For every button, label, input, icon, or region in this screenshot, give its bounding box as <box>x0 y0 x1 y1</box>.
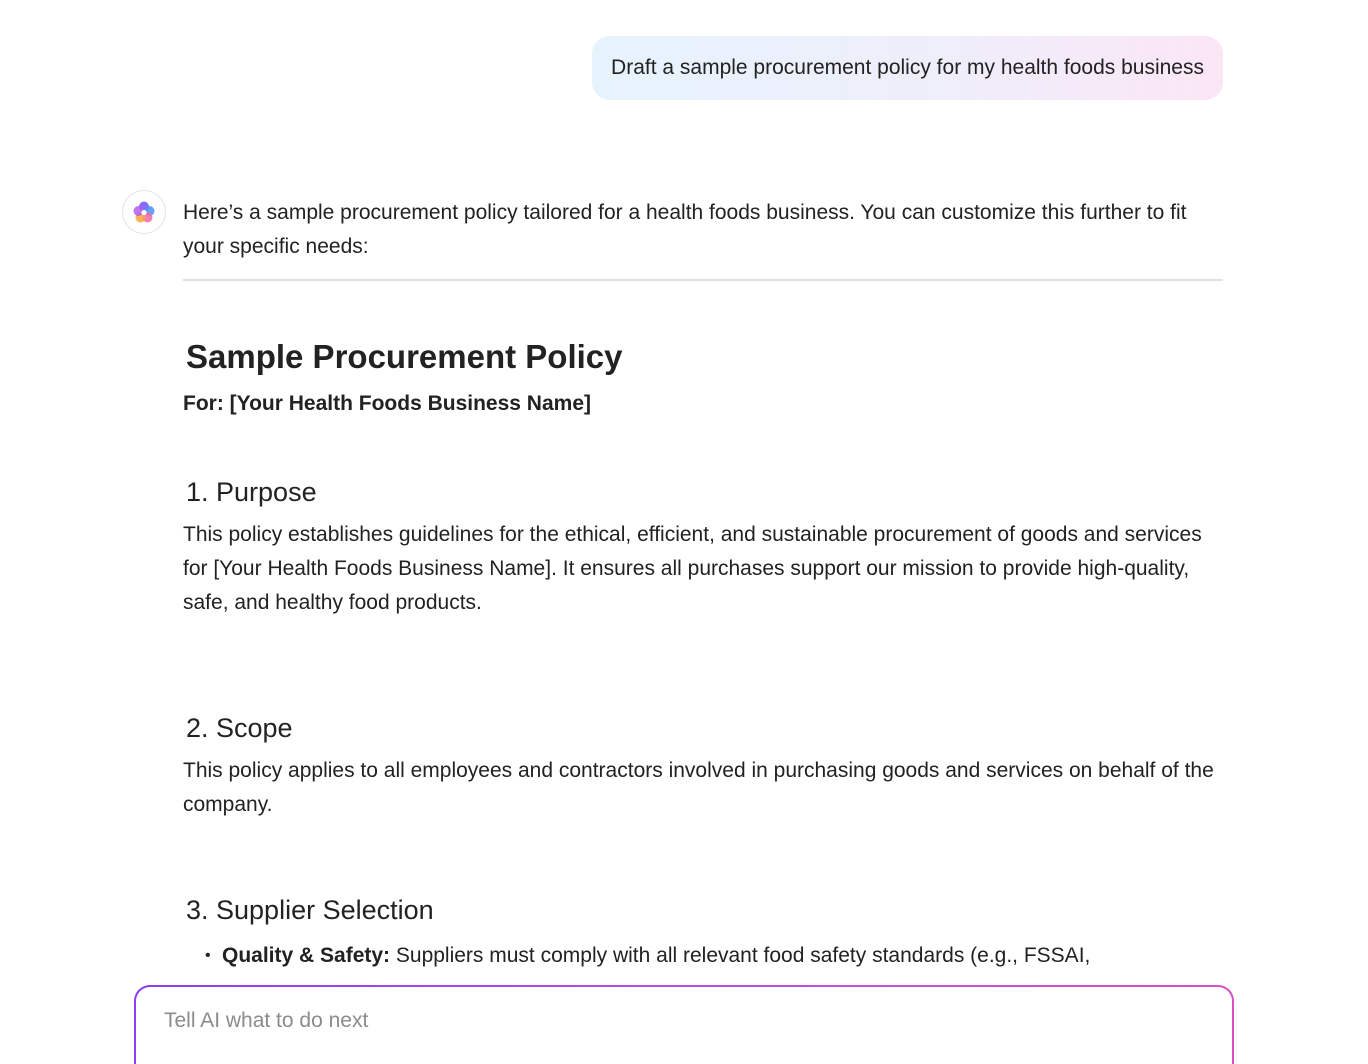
composer-box[interactable] <box>134 985 1234 1064</box>
section-heading-purpose: 1. Purpose <box>186 477 317 507</box>
section-heading-scope: 2. Scope <box>186 713 293 743</box>
bullet-icon: • <box>205 947 211 964</box>
list-item <box>183 939 1223 973</box>
section-body-scope: This policy applies to all employees and contractors involved in purchasing goods and services on behalf of the company. <box>183 759 1214 816</box>
ai-flower-logo-icon <box>131 199 157 225</box>
supplier-selection-list <box>183 939 1223 973</box>
bullet-term: Quality & Safety: <box>222 944 391 967</box>
assistant-response <box>183 196 1223 973</box>
divider <box>183 279 1223 281</box>
response-intro: Here’s a sample procurement policy tailored for a health foods business. You can customize this further to fit your specific needs: <box>183 201 1187 258</box>
bullet-text: Suppliers must comply with all relevant food safety standards (e.g., FSSAI, <box>390 944 1091 967</box>
prompt-input[interactable] <box>164 1009 1164 1033</box>
user-message-text: Draft a sample procurement policy for my health foods business <box>611 56 1204 79</box>
section-body-purpose: This policy establishes guidelines for the ethical, efficient, and sustainable procurement of goods and services for [Your Health Foods Business Name]. It ensures all purchases support our mission to provide high-quality, safe, and healthy food products. <box>183 523 1202 614</box>
user-message-bubble <box>592 36 1223 100</box>
policy-title: Sample Procurement Policy <box>186 338 623 375</box>
section-heading-supplier-selection: 3. Supplier Selection <box>186 895 434 925</box>
policy-subtitle: For: [Your Health Foods Business Name] <box>183 392 591 415</box>
assistant-avatar <box>122 190 166 234</box>
